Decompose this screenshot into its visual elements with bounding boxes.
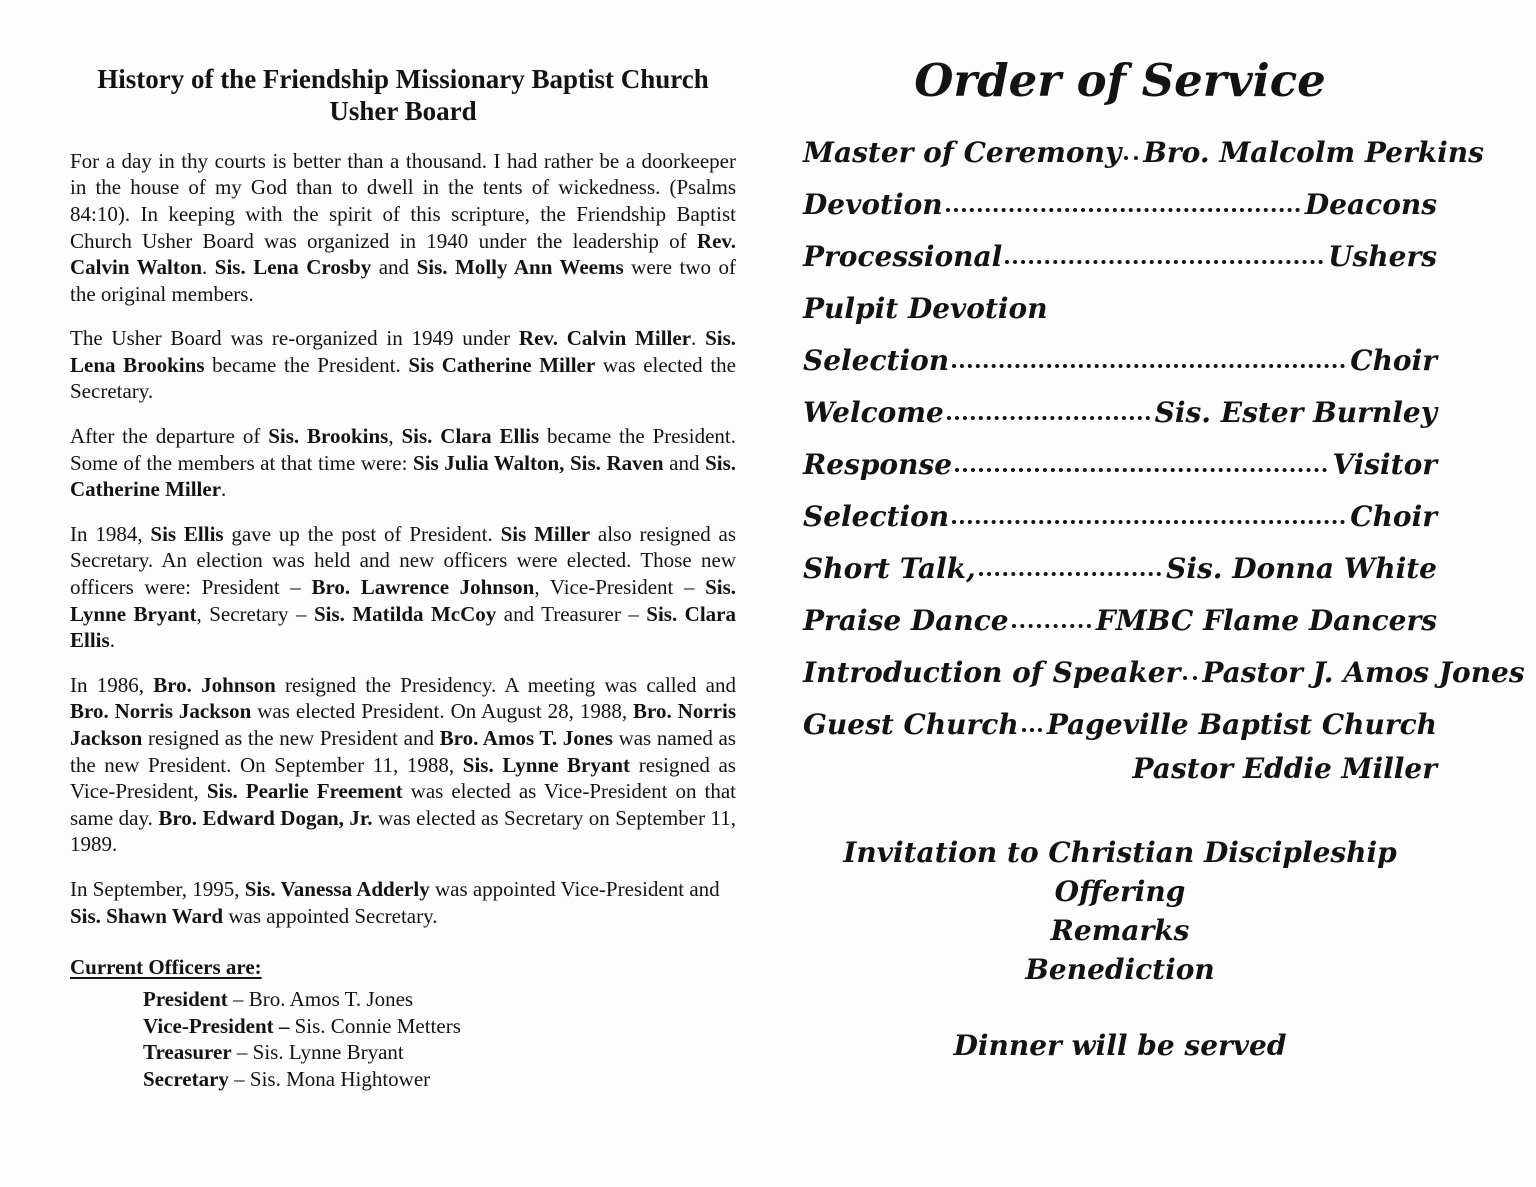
program-item-label: Devotion: [803, 187, 943, 221]
history-paragraph: For a day in thy courts is better than a thousand. I had rather be a doorkeeper in the house of my God than to dwell in the tents of wickedness. (Psalms 84:10). In keeping with the spirit of this scripture, the Friendship Baptist Church Usher Board was organized in 1940 under the leadership of Rev. Calvin Walton. Sis. Lena Crosby and Sis. Molly Ann Weems were two of the original members.: [70, 148, 737, 306]
program-item-value: Deacons: [1304, 187, 1437, 221]
dotted-leader: [952, 364, 1345, 368]
history-title-line1: History of the Friendship Missionary Baptist Church: [97, 64, 709, 94]
program-extra-line: Pastor Eddie Miller: [1132, 751, 1437, 785]
program-item-label: Guest Church: [803, 707, 1019, 741]
dotted-leader: [952, 520, 1345, 524]
order-of-service-title: Order of Service: [914, 54, 1326, 107]
program-row: [803, 604, 1437, 637]
history-title: [70, 64, 736, 128]
program-item-value: Choir: [1350, 343, 1437, 377]
officer-row: President – Bro. Amos T. Jones: [143, 987, 414, 1012]
program-item-value: Visitor: [1332, 447, 1437, 481]
program-row: [803, 135, 1484, 169]
program-item-value: Choir: [1350, 499, 1437, 533]
program-row: [803, 292, 1437, 325]
dotted-leader: [946, 208, 1300, 212]
program-row: [803, 344, 1437, 377]
program-row: [803, 708, 1437, 741]
officer-row: Secretary – Sis. Mona Hightower: [143, 1066, 431, 1091]
dotted-leader: [1124, 156, 1138, 160]
dotted-leader: [1012, 624, 1091, 628]
officers-list: [70, 986, 736, 1092]
history-paragraphs: [70, 148, 736, 929]
closing-line: Benediction: [1025, 952, 1215, 986]
dotted-leader: [1005, 260, 1323, 264]
history-paragraph: After the departure of Sis. Brookins, Sis. Clara Ellis became the President. Some of the members at that time were: Sis Julia Walton, Sis. Raven and Sis. Catherine Miller.: [70, 424, 736, 502]
history-paragraph: In 1984, Sis Ellis gave up the post of President. Sis Miller also resigned as Secretary. An election was held and new officers were elected. Those new officers were: President – Bro. Lawrence Johnson, Vice-President – Sis. Lynne Bryant, Secretary – Sis. Matilda McCoy and Treasurer – Sis. Clara Ellis.: [70, 521, 737, 653]
history-paragraph: The Usher Board was re-organized in 1949 under Rev. Calvin Miller. Sis. Lena Brookins became the President. Sis Catherine Miller was elected the Secretary.: [70, 326, 736, 404]
program-item-label: Short Talk,: [803, 551, 976, 585]
program-item-value: Ushers: [1328, 239, 1437, 273]
program-item-value: Pastor J. Amos Jones: [1202, 655, 1525, 689]
program-item-value: FMBC Flame Dancers: [1095, 603, 1437, 637]
dinner-note: Dinner will be served: [953, 1028, 1287, 1062]
program-item-label: Introduction of Speaker: [803, 655, 1181, 689]
program-row: [803, 552, 1437, 585]
current-officers-heading: Current Officers are:: [70, 955, 262, 980]
program-row: [803, 240, 1437, 273]
program-row: [803, 396, 1437, 429]
order-of-service-column: [803, 54, 1525, 1062]
dotted-leader: [1183, 676, 1197, 680]
program-item-label: Praise Dance: [803, 603, 1009, 637]
program-row: [803, 448, 1437, 481]
officer-row: Vice-President – Sis. Connie Metters: [143, 1013, 461, 1038]
program-item-label: Pulpit Devotion: [803, 291, 1048, 325]
closing-line: Offering: [1054, 874, 1186, 908]
program-item-label: Welcome: [803, 395, 944, 429]
dotted-leader: [955, 468, 1327, 472]
closing-items: [803, 833, 1437, 989]
closing-line: Remarks: [1050, 913, 1190, 947]
program-item-value: Sis. Ester Burnley: [1154, 395, 1437, 429]
program-list: [803, 135, 1525, 785]
program-item-label: Selection: [803, 499, 950, 533]
history-column: [70, 64, 736, 1093]
officer-row: Treasurer – Sis. Lynne Bryant: [143, 1040, 404, 1065]
program-row: [803, 655, 1525, 689]
history-paragraph: In 1986, Bro. Johnson resigned the Presidency. A meeting was called and Bro. Norris Jackson was elected President. On August 28, 1988, Bro. Norris Jackson resigned as the new President and Bro. Amos T. Jones was named as the new President. On September 11, 1988, Sis. Lynne Bryant resigned as Vice-President, Sis. Pearlie Freement was elected as Vice-President on that same day. Bro. Edward Dogan, Jr. was elected as Secretary on September 11, 1989.: [70, 672, 737, 857]
program-item-value: Bro. Malcolm Perkins: [1143, 135, 1484, 169]
program-item-label: Processional: [803, 239, 1003, 273]
program-item-label: Response: [803, 447, 953, 481]
program-item-label: Selection: [803, 343, 950, 377]
history-title-line2: Usher Board: [329, 95, 477, 126]
program-row: [803, 500, 1437, 533]
program-item-value: Pageville Baptist Church: [1046, 707, 1437, 741]
dotted-leader: [1022, 728, 1042, 732]
dotted-leader: [979, 572, 1161, 576]
program-row: [803, 188, 1437, 221]
program-item-label: Master of Ceremony: [803, 135, 1122, 169]
history-paragraph: In September, 1995, Sis. Vanessa Adderly was appointed Vice-President and Sis. Shawn Ward was appointed Secretary.: [70, 876, 720, 928]
program-item-value: Sis. Donna White: [1166, 551, 1437, 585]
dotted-leader: [947, 416, 1150, 420]
closing-line: Invitation to Christian Discipleship: [843, 835, 1397, 869]
